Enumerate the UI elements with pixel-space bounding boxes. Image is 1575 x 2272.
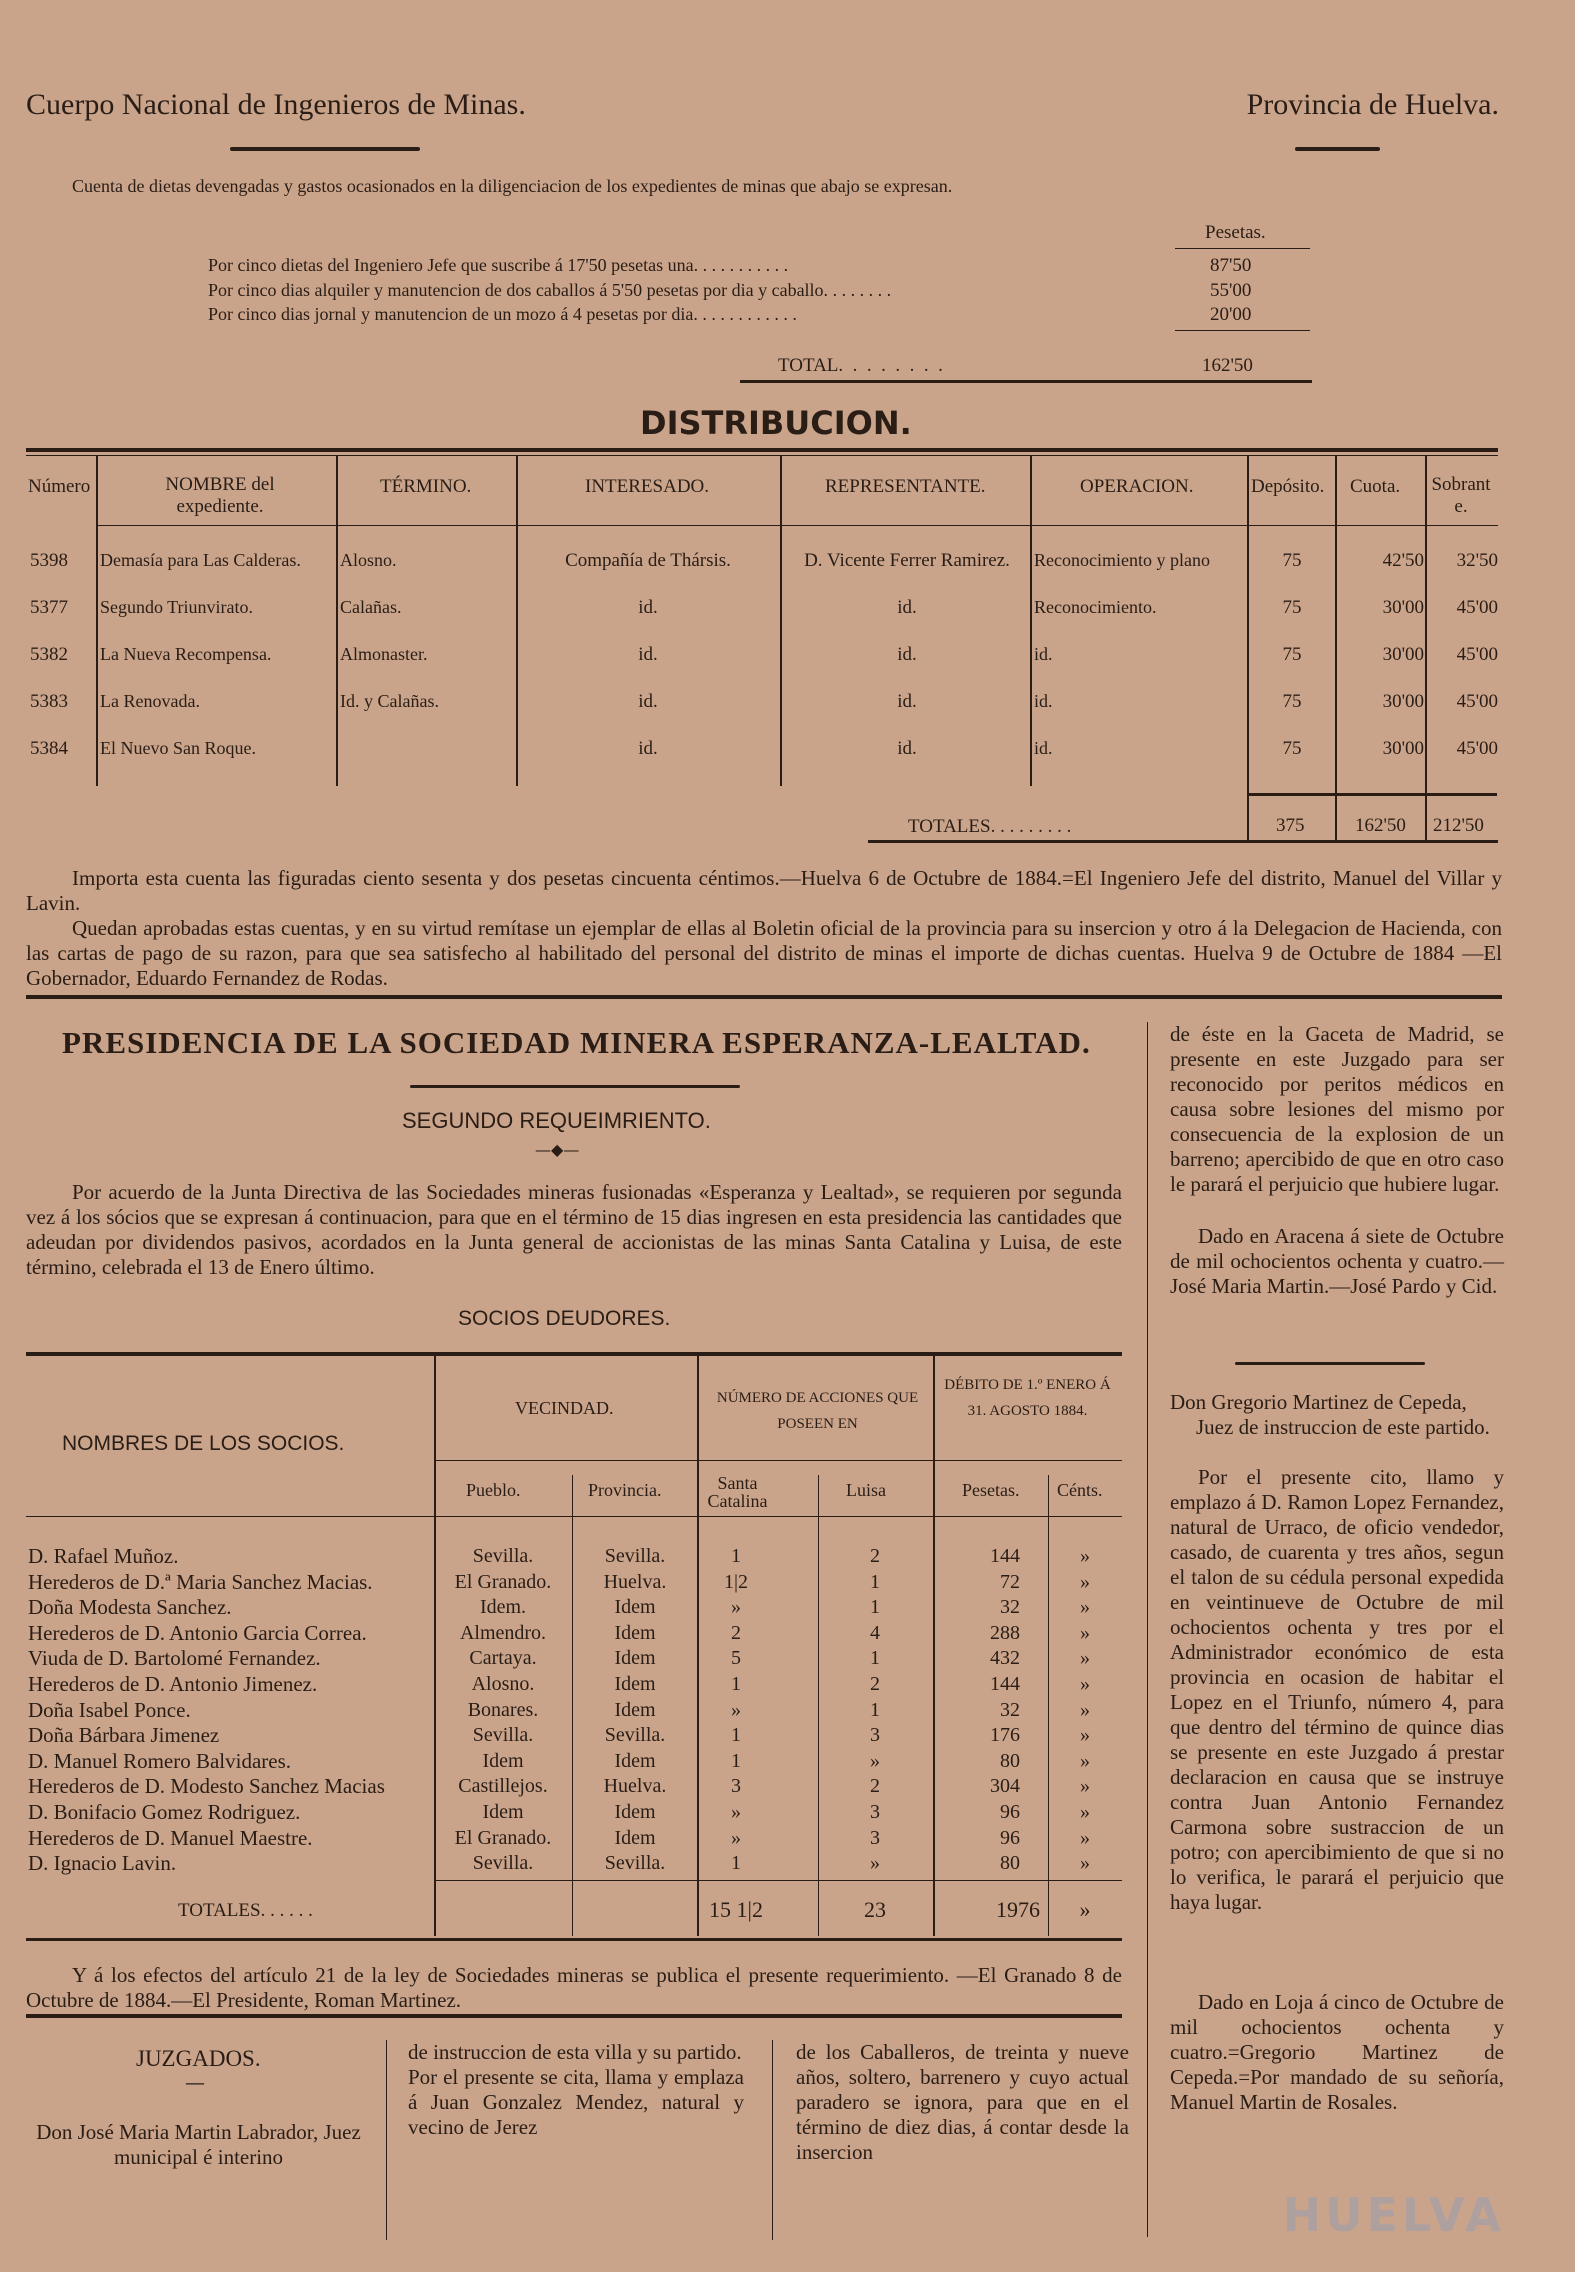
socio-cell-luisa: 2 bbox=[870, 1545, 880, 1567]
dist-cell-sobrante: 32'50 bbox=[1456, 550, 1498, 571]
dist-cell-deposito: 75 bbox=[1282, 691, 1302, 712]
account-line-amount: 55'00 bbox=[1210, 280, 1252, 301]
dist-cell-deposito: 75 bbox=[1282, 550, 1302, 571]
column-divider bbox=[336, 456, 338, 786]
column-divider bbox=[1247, 456, 1249, 841]
total-santa-catalina: 15 1|2 bbox=[709, 1897, 763, 1922]
socio-cell-santa-catalina: » bbox=[731, 1826, 741, 1849]
socio-cell-pesetas: 96 bbox=[1000, 1826, 1020, 1849]
dist-cell-cuota: 30'00 bbox=[1382, 691, 1424, 712]
socio-cell-pesetas: 32 bbox=[1000, 1698, 1020, 1721]
socios-totals-label: TOTALES. . . . . . bbox=[178, 1900, 313, 1921]
socio-cell-nombre: Herederos de D. Modesto Sanchez Macias bbox=[28, 1774, 385, 1799]
juzgados-title: JUZGADOS. bbox=[136, 2046, 261, 2071]
ornament-rule bbox=[410, 1085, 740, 1088]
socio-cell-pueblo: Sevilla. bbox=[472, 1724, 534, 1747]
socio-cell-cents: » bbox=[1080, 1749, 1090, 1772]
dist-cell-termino: Almonaster. bbox=[340, 644, 428, 664]
account-line: Por cinco dias jornal y manutencion de un mozo á 4 pesetas por dia. . . . . . . . . . . . bbox=[208, 304, 797, 324]
socio-cell-pueblo: Castillejos. bbox=[458, 1775, 548, 1798]
socio-cell-luisa: 3 bbox=[870, 1724, 880, 1747]
socio-cell-pueblo: Idem bbox=[482, 1749, 524, 1772]
account-total: TOTAL. . . . . . . . bbox=[778, 355, 943, 376]
dist-cell-interesado: id. bbox=[638, 644, 658, 665]
dist-cell-representante: id. bbox=[897, 597, 917, 618]
socio-cell-cents: » bbox=[1080, 1673, 1090, 1695]
juzgados-column-3: de los Caballeros, de treinta y nueve años, soltero, barrenero y cuyo actual paradero se ignora, para que en el término de diez dias, á contar desde la insercion bbox=[796, 2040, 1129, 2164]
dist-cell-nombre: Segundo Triunvirato. bbox=[100, 597, 254, 617]
socio-cell-pueblo: Sevilla. bbox=[472, 1852, 534, 1875]
socio-cell-cents: » bbox=[1080, 1775, 1090, 1798]
col-header-cuota: Cuota. bbox=[1350, 476, 1401, 497]
socio-cell-luisa: » bbox=[870, 1852, 880, 1875]
socio-cell-santa-catalina: 1 bbox=[731, 1852, 741, 1875]
socio-cell-provincia: Huelva. bbox=[603, 1570, 667, 1593]
dist-cell-interesado: id. bbox=[638, 691, 658, 712]
socio-cell-luisa: 3 bbox=[870, 1801, 880, 1823]
sociedad-title: PRESIDENCIA DE LA SOCIEDAD MINERA ESPERANZA-LEALTAD. bbox=[62, 1025, 1091, 1060]
socio-cell-santa-catalina: 2 bbox=[731, 1621, 741, 1644]
socio-cell-cents: » bbox=[1080, 1647, 1090, 1670]
sub-header-pueblo: Pueblo. bbox=[466, 1480, 521, 1500]
ornament-rule bbox=[1295, 147, 1380, 151]
column-divider bbox=[697, 1356, 699, 1936]
dist-cell-deposito: 75 bbox=[1282, 644, 1302, 665]
account-intro: Cuenta de dietas devengadas y gastos ocasionados en la diligenciacion de los expedientes de minas que abajo se expresan. bbox=[72, 176, 953, 196]
socio-cell-nombre: Doña Modesta Sanchez. bbox=[28, 1595, 232, 1620]
divider bbox=[1175, 330, 1310, 331]
socio-cell-pesetas: 288 bbox=[990, 1621, 1020, 1644]
juzgados-dash: — bbox=[185, 2070, 205, 2094]
table-top-rule bbox=[26, 1352, 1122, 1356]
ornament-rule bbox=[1235, 1362, 1425, 1365]
right-col-paragraph-4: Por el presente cito, llamo y emplazo á D. Ramon Lopez Fernandez, natural de Urraco, de oficio vendedor, casado, de cuarenta y tres años, segun el talon de su cédula personal expedida en veintinueve de Octubre de mil ochocientos ochenta y tres por el Administrador económico de esta provincia en ocasion de habitar el Lopez en el Triunfo, número 4, para que dentro del término de quince dias se presente en este Juzgado á prestar declaracion en causa que se instruye contra Juan Antonio Fernandez Carmona sobre sustraccion de un potro; con apercibimiento de que si no lo verifica, le parará el perjuicio que haya lugar. bbox=[1170, 1465, 1504, 1914]
socio-cell-nombre: D. Ignacio Lavin. bbox=[28, 1851, 177, 1876]
socio-cell-cents: » bbox=[1080, 1621, 1090, 1644]
dist-cell-interesado: Compañía de Thársis. bbox=[565, 550, 731, 571]
socio-cell-nombre: D. Rafael Muñoz. bbox=[28, 1544, 179, 1568]
socio-cell-luisa: 1 bbox=[870, 1570, 880, 1593]
socio-cell-provincia: Idem bbox=[614, 1647, 656, 1670]
total-cuota: 162'50 bbox=[1355, 815, 1406, 836]
socio-cell-pesetas: 32 bbox=[1000, 1596, 1020, 1619]
watermark-stamp: HUELVA bbox=[1282, 2188, 1505, 2242]
dist-cell-operacion: id. bbox=[1034, 738, 1053, 758]
dist-cell-cuota: 30'00 bbox=[1382, 644, 1424, 665]
dist-cell-deposito: 75 bbox=[1282, 597, 1302, 618]
right-col-paragraph-1: de éste en la Gaceta de Madrid, se presente en este Juzgado para ser reconocido por peritos médicos en causa sobre lesiones del mismo por consecuencia de la explosion de un barreno; apercibido de que en otro caso le parará el perjuicio que hubiere lugar. bbox=[1170, 1022, 1504, 1196]
dist-cell-nombre: Demasía para Las Calderas. bbox=[100, 550, 301, 570]
socio-cell-provincia: Idem bbox=[614, 1621, 656, 1644]
sub-header-santa-catalina: Santa Catalina bbox=[707, 1473, 768, 1511]
dist-cell-representante: id. bbox=[897, 691, 917, 712]
socio-cell-provincia: Idem bbox=[614, 1596, 656, 1619]
col-header-vecindad: VECINDAD. bbox=[515, 1398, 614, 1418]
socio-cell-nombre: Herederos de D.ª Maria Sanchez Macias. bbox=[28, 1569, 373, 1594]
dist-cell-cuota: 30'00 bbox=[1382, 738, 1424, 759]
col-header-representante: REPRESENTANTE. bbox=[825, 476, 986, 497]
currency-header: Pesetas. bbox=[1205, 222, 1266, 243]
socio-cell-nombre: Doña Bárbara Jimenez bbox=[28, 1723, 220, 1748]
socio-cell-santa-catalina: 1 bbox=[731, 1749, 741, 1772]
col-header-acciones: NÚMERO DE ACCIONES QUE POSEEN EN bbox=[716, 1390, 919, 1432]
ornament-rule bbox=[230, 147, 420, 151]
dist-cell-termino: Id. y Calañas. bbox=[340, 691, 439, 711]
dist-cell-nombre: La Nueva Recompensa. bbox=[100, 644, 272, 664]
divider bbox=[1175, 248, 1310, 249]
sub-header-provincia: Provincia. bbox=[588, 1480, 662, 1500]
socio-cell-cents: » bbox=[1080, 1596, 1090, 1619]
account-line: Por cinco dias alquiler y manutencion de dos caballos á 5'50 pesetas por dia y caballo. . . . . . . . bbox=[208, 280, 892, 300]
socio-cell-cents: » bbox=[1080, 1826, 1090, 1849]
socio-cell-santa-catalina: » bbox=[731, 1801, 741, 1823]
socio-cell-pueblo: Sevilla. bbox=[472, 1545, 534, 1567]
socio-cell-pesetas: 304 bbox=[990, 1775, 1020, 1798]
sub-header-luisa: Luisa bbox=[846, 1480, 886, 1500]
col-header-deposito: Depósito. bbox=[1251, 476, 1325, 497]
socio-cell-pesetas: 80 bbox=[1000, 1852, 1020, 1875]
socio-cell-pueblo: Alosno. bbox=[471, 1673, 535, 1695]
sub-header-cents: Cénts. bbox=[1057, 1480, 1103, 1500]
sub-header-pesetas: Pesetas. bbox=[962, 1480, 1020, 1500]
column-divider bbox=[96, 456, 98, 786]
socio-cell-provincia: Idem bbox=[614, 1673, 656, 1695]
dist-cell-operacion: Reconocimiento y plano bbox=[1034, 550, 1210, 570]
right-col-paragraph-3: Don Gregorio Martinez de Cepeda, Juez de instruccion de este partido. bbox=[1170, 1390, 1490, 1439]
socio-cell-luisa: 2 bbox=[870, 1775, 880, 1798]
socio-cell-luisa: » bbox=[870, 1749, 880, 1772]
socio-cell-pueblo: Cartaya. bbox=[469, 1647, 537, 1670]
juzgados-column-1: Don José Maria Martin Labrador, Juez municipal é interino bbox=[36, 2120, 361, 2169]
juzgados-column-2: de instruccion de esta villa y su partido. Por el presente se cita, llama y emplaza á Juan Gonzalez Mendez, natural y vecino de Jerez bbox=[408, 2040, 744, 2139]
socio-cell-pesetas: 176 bbox=[990, 1724, 1020, 1747]
socio-cell-luisa: 1 bbox=[870, 1596, 880, 1619]
dist-cell-interesado: id. bbox=[638, 597, 658, 618]
socio-cell-provincia: Sevilla. bbox=[604, 1724, 666, 1747]
socio-cell-pueblo: El Granado. bbox=[454, 1826, 552, 1849]
socio-cell-luisa: 3 bbox=[870, 1826, 880, 1849]
sociedad-closing: Y á los efectos del artículo 21 de la ley de Sociedades mineras se publica el presente requerimiento. —El Granado 8 de Octubre de 1884.—El Presidente, Roman Martinez. bbox=[26, 1963, 1122, 2012]
socio-cell-santa-catalina: 3 bbox=[731, 1775, 741, 1798]
divider bbox=[434, 1880, 1122, 1881]
socio-cell-luisa: 1 bbox=[870, 1698, 880, 1721]
dist-cell-sobrante: 45'00 bbox=[1456, 738, 1498, 759]
dist-cell-numero: 5377 bbox=[30, 597, 68, 618]
sociedad-subtitle: SEGUNDO REQUEIMRIENTO. bbox=[402, 1108, 711, 1133]
dist-cell-operacion: id. bbox=[1034, 691, 1053, 711]
account-line-amount: 20'00 bbox=[1210, 304, 1252, 325]
socio-cell-provincia: Idem bbox=[614, 1749, 656, 1772]
dist-cell-termino: Alosno. bbox=[340, 550, 397, 570]
total-pesetas: 1976 bbox=[996, 1897, 1040, 1922]
socio-cell-pesetas: 96 bbox=[1000, 1801, 1020, 1823]
col-header-termino: TÉRMINO. bbox=[380, 476, 472, 497]
socio-cell-nombre: Herederos de D. Antonio Jimenez. bbox=[28, 1672, 318, 1696]
dist-cell-sobrante: 45'00 bbox=[1456, 644, 1498, 665]
header-underline bbox=[26, 1516, 1122, 1517]
total-luisa: 23 bbox=[864, 1897, 886, 1922]
socio-cell-pesetas: 432 bbox=[990, 1647, 1020, 1670]
socio-cell-santa-catalina: » bbox=[731, 1596, 741, 1619]
column-divider bbox=[1030, 456, 1032, 786]
header-underline bbox=[98, 525, 1498, 526]
dist-cell-sobrante: 45'00 bbox=[1456, 691, 1498, 712]
column-divider bbox=[1147, 1022, 1148, 2237]
socio-cell-nombre: D. Bonifacio Gomez Rodriguez. bbox=[28, 1800, 301, 1824]
divider bbox=[868, 840, 1498, 843]
socio-cell-santa-catalina: » bbox=[731, 1698, 741, 1721]
dist-cell-numero: 5398 bbox=[30, 550, 68, 571]
column-divider bbox=[572, 1475, 573, 1936]
socio-cell-provincia: Huelva. bbox=[603, 1775, 667, 1798]
header-left-title: Cuerpo Nacional de Ingenieros de Minas. bbox=[26, 88, 526, 121]
right-col-paragraph-2: Dado en Aracena á siete de Octubre de mil ochocientos ochenta y cuatro.—José Maria Martin.—José Pardo y Cid. bbox=[1170, 1224, 1504, 1298]
socio-cell-luisa: 4 bbox=[870, 1621, 880, 1644]
account-line: Por cinco dietas del Ingeniero Jefe que suscribe á 17'50 pesetas una. . . . . . . . . . . bbox=[208, 255, 789, 275]
socio-cell-pueblo: Idem. bbox=[479, 1596, 527, 1619]
total-sobrante: 212'50 bbox=[1433, 815, 1484, 836]
col-header-nombres: NOMBRES DE LOS SOCIOS. bbox=[62, 1432, 345, 1455]
total-deposito: 375 bbox=[1276, 815, 1305, 836]
socio-cell-santa-catalina: 1 bbox=[731, 1545, 741, 1567]
account-line-amount: 87'50 bbox=[1210, 255, 1252, 276]
divider bbox=[740, 380, 1312, 383]
column-divider bbox=[386, 2040, 387, 2240]
col-header-sobrante: Sobrante. bbox=[1431, 474, 1491, 517]
dist-cell-numero: 5383 bbox=[30, 691, 68, 712]
socio-cell-santa-catalina: 5 bbox=[731, 1647, 741, 1670]
approval-paragraph-1: Importa esta cuenta las figuradas ciento sesenta y dos pesetas cincuenta céntimos.—Huelva 6 de Octubre de 1884.=El Ingeniero Jefe del distrito, Manuel del Villar y Lavin. bbox=[26, 866, 1502, 915]
dist-cell-representante: id. bbox=[897, 644, 917, 665]
socio-cell-nombre: Herederos de D. Manuel Maestre. bbox=[28, 1825, 313, 1850]
column-divider bbox=[818, 1475, 819, 1936]
socio-cell-cents: » bbox=[1080, 1724, 1090, 1747]
dist-cell-numero: 5384 bbox=[30, 738, 68, 759]
col-header-interesado: INTERESADO. bbox=[585, 476, 710, 497]
col-header-numero: Número bbox=[28, 476, 91, 497]
dist-cell-representante: id. bbox=[897, 738, 917, 759]
socio-cell-santa-catalina: 1|2 bbox=[723, 1570, 748, 1593]
dist-cell-operacion: id. bbox=[1034, 644, 1053, 664]
col-header-nombre: NOMBRE del expediente. bbox=[165, 474, 275, 517]
socio-cell-luisa: 1 bbox=[870, 1647, 880, 1670]
dist-cell-operacion: Reconocimiento. bbox=[1034, 597, 1157, 617]
socio-cell-pueblo: El Granado. bbox=[454, 1570, 552, 1593]
right-col-paragraph-5: Dado en Loja á cinco de Octubre de mil ochocientos ochenta y cuatro.=Gregorio Martinez de Cepeda.=Por mandado de su señoría, Manuel Martin de Rosales. bbox=[1170, 1990, 1504, 2114]
socio-cell-luisa: 2 bbox=[870, 1673, 880, 1695]
distribucion-title: DISTRIBUCION. bbox=[640, 404, 912, 442]
socio-cell-pueblo: Idem bbox=[482, 1801, 524, 1823]
socios-table-title: SOCIOS DEUDORES. bbox=[458, 1307, 671, 1330]
socio-cell-provincia: Idem bbox=[614, 1826, 656, 1849]
dist-cell-cuota: 30'00 bbox=[1382, 597, 1424, 618]
header-underline bbox=[436, 1460, 1122, 1461]
col-header-debito: DÉBITO DE 1.º ENERO Á 31. AGOSTO 1884. bbox=[944, 1377, 1111, 1419]
account-total-amount: 162'50 bbox=[1202, 355, 1253, 376]
socio-cell-pesetas: 80 bbox=[1000, 1749, 1020, 1772]
socio-cell-pesetas: 72 bbox=[1000, 1570, 1020, 1593]
column-divider bbox=[772, 2040, 773, 2240]
column-divider bbox=[780, 456, 782, 786]
section-rule bbox=[26, 2014, 1122, 2018]
socio-cell-santa-catalina: 1 bbox=[731, 1673, 741, 1695]
table-top-rule bbox=[26, 448, 1498, 452]
socio-cell-provincia: Idem bbox=[614, 1698, 656, 1721]
dist-cell-deposito: 75 bbox=[1282, 738, 1302, 759]
approval-paragraph-2: Quedan aprobadas estas cuentas, y en su virtud remítase un ejemplar de ellas al Boletin oficial de la provincia para su insercion y otro á la Delegacion de Hacienda, con las cartas de pago de su razon, para que sea satisfecho al habilitado del personal del distrito de minas el importe de dichas cuentas. Huelva 9 de Octubre de 1884 —El Gobernador, Eduardo Fernandez de Rodas. bbox=[26, 916, 1502, 990]
col-header-operacion: OPERACION. bbox=[1080, 476, 1194, 497]
dist-cell-nombre: El Nuevo San Roque. bbox=[100, 738, 256, 758]
column-divider bbox=[516, 456, 518, 786]
dist-cell-cuota: 42'50 bbox=[1382, 550, 1424, 571]
socio-cell-cents: » bbox=[1080, 1545, 1090, 1567]
socio-cell-nombre: Herederos de D. Antonio Garcia Correa. bbox=[28, 1620, 367, 1645]
column-divider bbox=[1335, 456, 1337, 841]
dist-cell-representante: D. Vicente Ferrer Ramirez. bbox=[804, 550, 1010, 571]
header-right-title: Provincia de Huelva. bbox=[1246, 88, 1499, 121]
socio-cell-cents: » bbox=[1080, 1698, 1090, 1721]
ornament-diamond: —◆— bbox=[535, 1140, 580, 1159]
socio-cell-cents: » bbox=[1080, 1570, 1090, 1593]
dist-cell-interesado: id. bbox=[638, 738, 658, 759]
socio-cell-cents: » bbox=[1080, 1801, 1090, 1823]
sociedad-intro: Por acuerdo de la Junta Directiva de las Sociedades mineras fusionadas «Esperanza y Lealtad», se requieren por segunda vez á los sócios que se expresan á continuacion, para que en el término de 15 dias ingresen en esta presidencia las cantidades que adeudan por dividendos pasivos, acordados en la Junta general de accionistas de las minas Santa Catalina y Luisa, de este término, celebrada el 13 de Enero último. bbox=[26, 1180, 1122, 1279]
socio-cell-pueblo: Bonares. bbox=[467, 1698, 539, 1721]
column-divider bbox=[933, 1356, 935, 1936]
column-divider bbox=[1425, 456, 1427, 841]
socio-cell-pueblo: Almendro. bbox=[459, 1621, 547, 1644]
dist-cell-termino: Calañas. bbox=[340, 597, 402, 617]
socio-cell-pesetas: 144 bbox=[990, 1545, 1020, 1567]
column-divider bbox=[1048, 1475, 1049, 1936]
dist-cell-sobrante: 45'00 bbox=[1456, 597, 1498, 618]
dist-cell-nombre: La Renovada. bbox=[100, 691, 200, 711]
total-cents: » bbox=[1079, 1897, 1091, 1922]
socio-cell-nombre: Doña Isabel Ponce. bbox=[28, 1697, 191, 1722]
socio-cell-pesetas: 144 bbox=[990, 1673, 1020, 1695]
distribucion-totals-label: TOTALES. . . . . . . . . bbox=[908, 816, 1072, 837]
socio-cell-provincia: Sevilla. bbox=[604, 1852, 666, 1875]
socio-cell-cents: » bbox=[1080, 1852, 1090, 1875]
socio-cell-nombre: Viuda de D. Bartolomé Fernandez. bbox=[28, 1646, 321, 1671]
table-top-rule bbox=[26, 455, 1498, 456]
socio-cell-provincia: Idem bbox=[614, 1801, 656, 1823]
socio-cell-nombre: D. Manuel Romero Balvidares. bbox=[28, 1748, 292, 1773]
divider bbox=[26, 1938, 1122, 1941]
section-rule bbox=[26, 995, 1502, 999]
dist-cell-numero: 5382 bbox=[30, 644, 68, 665]
socio-cell-santa-catalina: 1 bbox=[731, 1724, 741, 1747]
socio-cell-provincia: Sevilla. bbox=[604, 1545, 666, 1567]
divider bbox=[1249, 793, 1497, 796]
